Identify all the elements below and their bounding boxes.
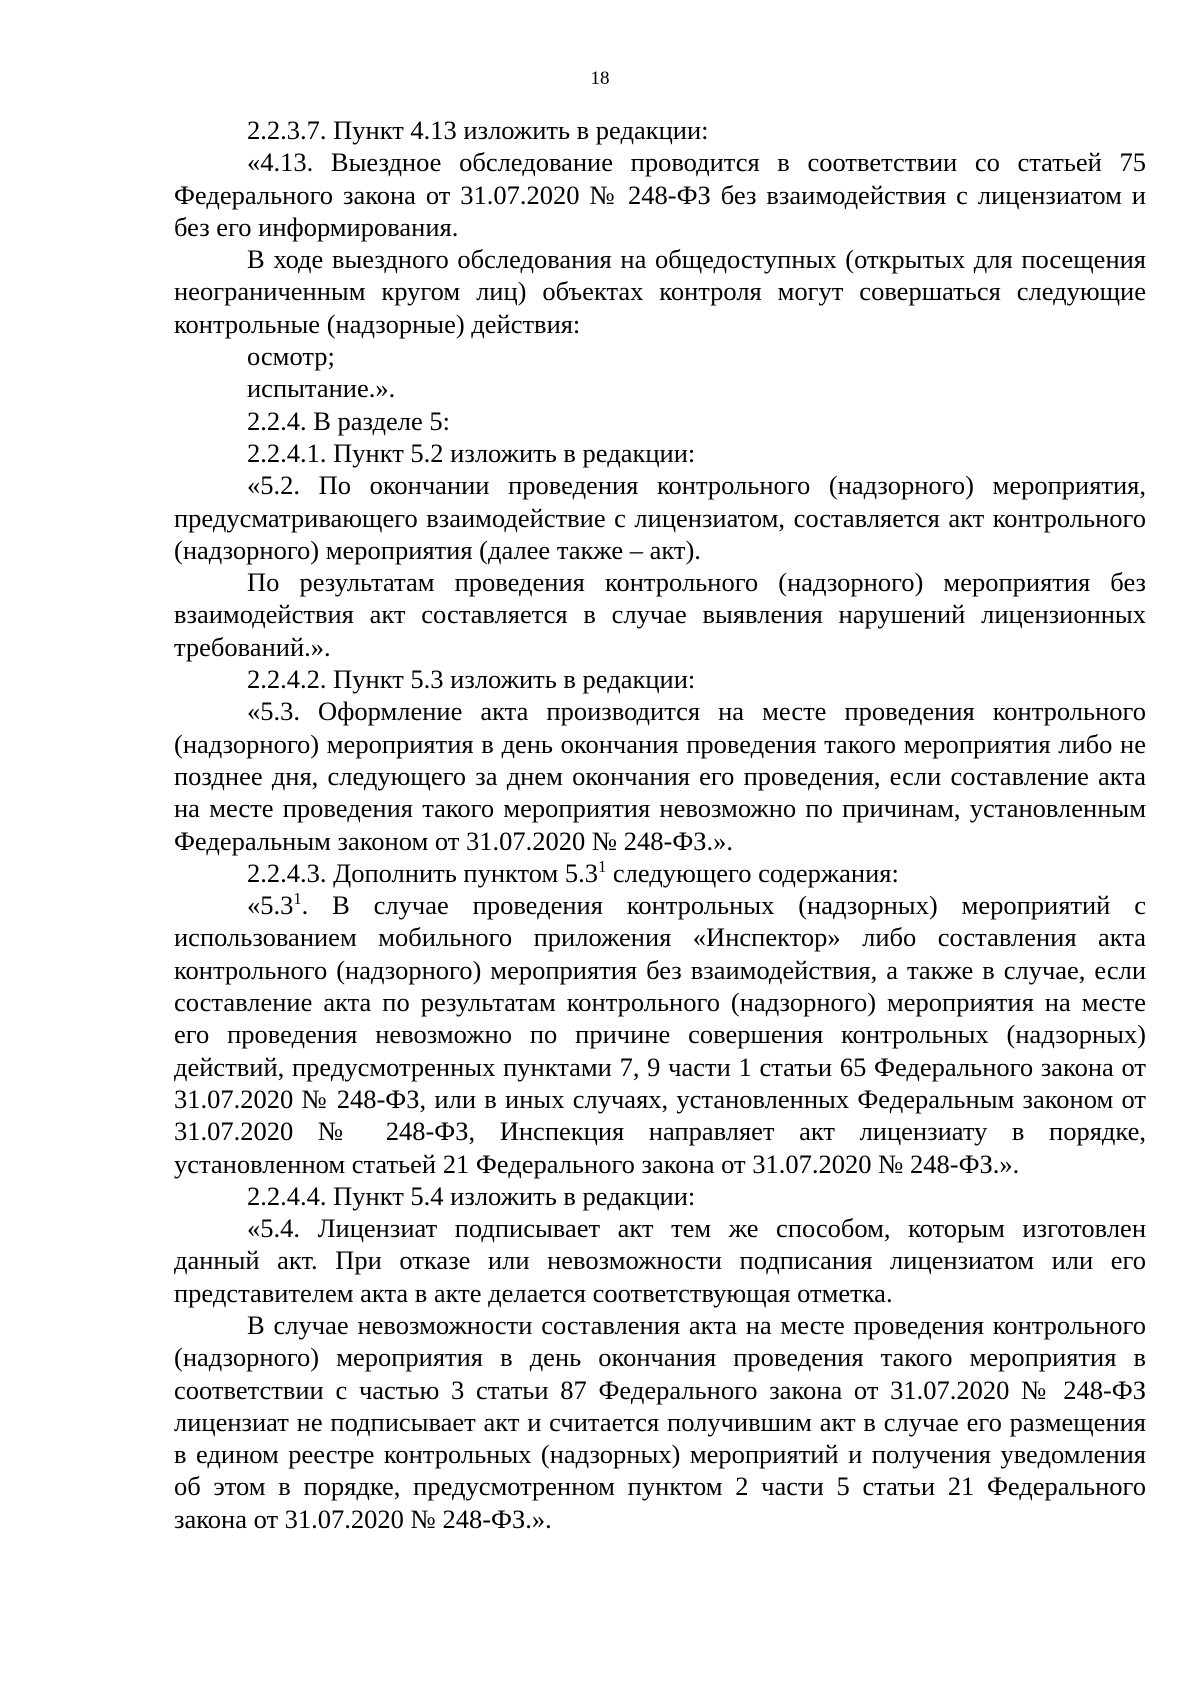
paragraph-5-3-1-text <box>174 889 1146 1180</box>
paragraph-2-2-4-4: 2.2.4.4. Пункт 5.4 изложить в редакции: <box>247 1180 696 1211</box>
paragraph-2-2-4-3-text-end: следующего содержания: <box>606 857 899 888</box>
paragraph-5-4-text: «5.4. Лицензиат подписывает акт тем же способом, которым изготовлен данный акт. При отказе или невозможности подписания лицензиатом или его представителем акта в акте делается соответствующая отметка. <box>174 1213 1146 1308</box>
paragraph-2-2-4-3-text-start: 2.2.4.3. Дополнить пунктом 5.3 <box>247 857 599 888</box>
superscript-1: 1 <box>598 857 607 876</box>
paragraph-results-no-interaction: По результатам проведения контрольного (надзорного) мероприятия без взаимодействия акт составляется в случае выявления нарушений лицензионных требований.». <box>174 567 1146 662</box>
paragraph-5-3-1-text-end: . В случае проведения контрольных (надзорных) мероприятий с использованием мобильного приложения «Инспектор» либо составления акта контрольного (надзорного) мероприятия без взаимодействия, а также в случае, если составление акта по результатам контрольного (надзорного) мероприятия на месте его проведения невозможно по причине совершения контрольных (надзорных) действий, предусмотренных пунктами 7, 9 части 1 статьи 65 Федерального закона от 31.07.2020 № 248-ФЗ, или в иных случаях, установленных Федеральным законом от 31.07.2020 № 248-ФЗ, Инспекция направляет акт лицензиату в порядке, установленном статьей 21 Федерального закона от 31.07.2020 № 248-ФЗ.». <box>174 890 1146 1179</box>
paragraph-impossibility-case: В случае невозможности составления акта на месте проведения контрольного (надзорного) мероприятия в день окончания проведения такого мероприятия в соответствии с частью 3 статьи 87 Федерального закона от 31.07.2020 № 248-ФЗ лицензиат не подписывает акт и считается получившим акт в случае его размещения в едином реестре контрольных (надзорных) мероприятий и получения уведомления об этом в порядке, предусмотренном пунктом 2 части 5 статьи 21 Федерального закона от 31.07.2020 № 248-ФЗ.». <box>174 1309 1146 1534</box>
document-body <box>174 114 1146 1535</box>
paragraph-5-3-1-text-start: «5.3 <box>247 890 294 921</box>
paragraph-4-13-text: «4.13. Выездное обследование проводится в соответствии со статьей 75 Федерального закона от 31.07.2020 № 248-ФЗ без взаимодействия с лицензиатом и без его информирования. <box>174 147 1146 242</box>
paragraph-5-2-text: «5.2. По окончании проведения контрольного (надзорного) мероприятия, предусматривающего взаимодействие с лицензиатом, составляется акт контрольного (надзорного) мероприятия (далее также – акт). <box>174 470 1146 565</box>
paragraph-2-2-4-3 <box>174 857 1146 889</box>
list-item-osmotr: осмотр; <box>247 341 335 372</box>
paragraph-2-2-4-1: 2.2.4.1. Пункт 5.2 изложить в редакции: <box>247 437 696 468</box>
paragraph-2-2-4-2: 2.2.4.2. Пункт 5.3 изложить в редакции: <box>247 664 696 695</box>
paragraph-inspection-actions: В ходе выездного обследования на общедоступных (открытых для посещения неограниченным кругом лиц) объектах контроля могут совершаться следующие контрольные (надзорные) действия: <box>174 244 1146 339</box>
list-item-ispytanie: испытание.». <box>247 373 396 404</box>
paragraph-5-3-text: «5.3. Оформление акта производится на месте проведения контрольного (надзорного) мероприятия в день окончания проведения такого мероприятия либо не позднее дня, следующего за днем окончания его проведения, если составление акта на месте проведения такого мероприятия невозможно по причинам, установленным Федеральным законом от 31.07.2020 № 248-ФЗ.». <box>174 696 1146 856</box>
superscript-1: 1 <box>293 889 302 909</box>
page-number: 18 <box>590 68 610 89</box>
paragraph-2-2-3-7: 2.2.3.7. Пункт 4.13 изложить в редакции: <box>247 115 709 145</box>
paragraph-2-2-4: 2.2.4. В разделе 5: <box>247 405 451 436</box>
